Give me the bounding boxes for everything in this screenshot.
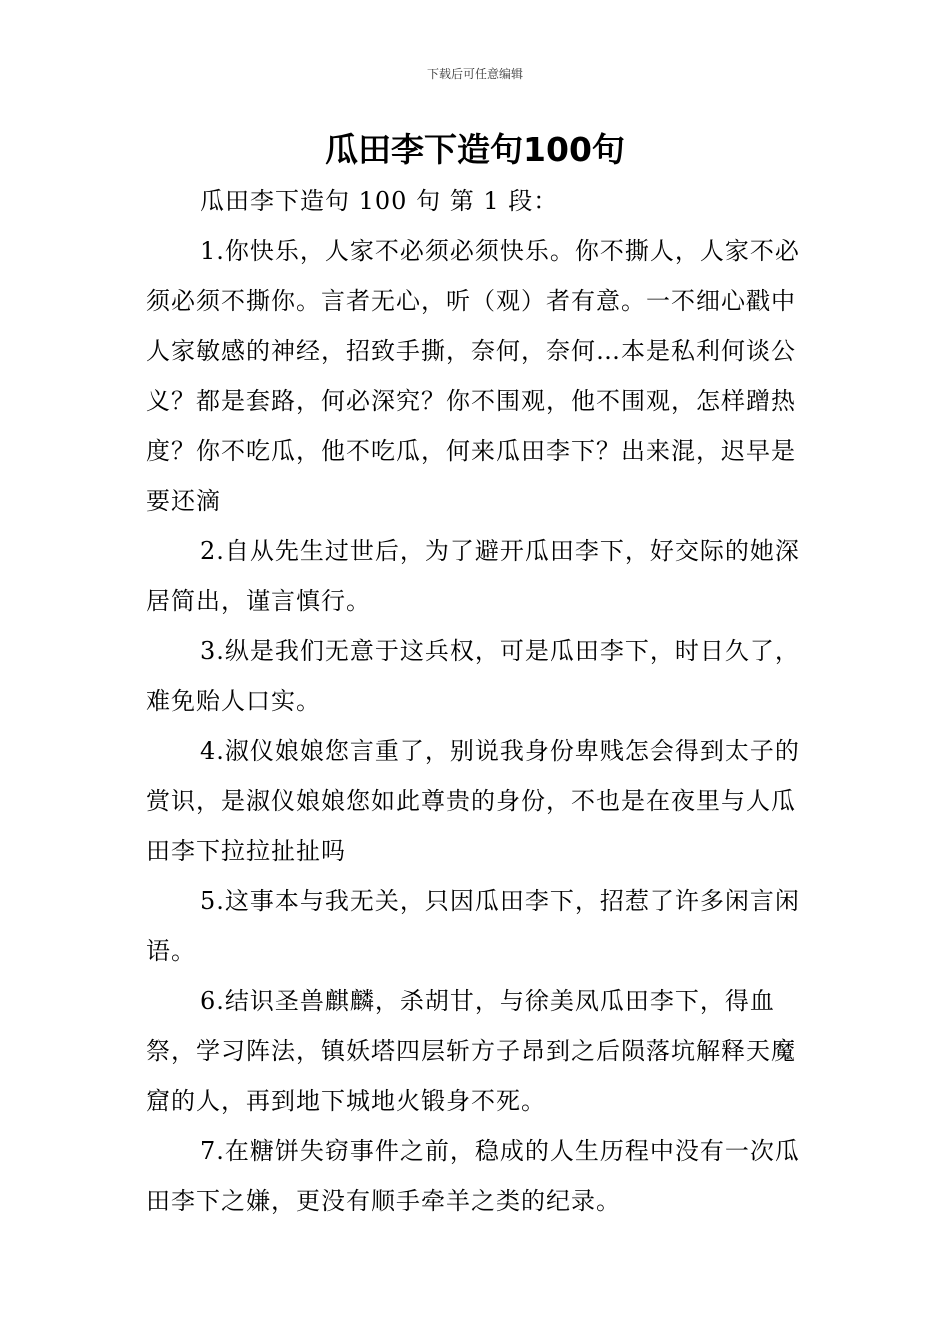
sentence-paragraph: 6.结识圣兽麒麟，杀胡甘，与徐美凤瓜田李下，得血祭，学习阵法，镇妖塔四层斩方子昂到之后陨落坑解释天魔窟的人，再到地下城地火锻身不死。 [146,987,796,1115]
document-body [146,176,810,1226]
sentence-paragraph: 2.自从先生过世后，为了避开瓜田李下，好交际的她深居简出，谨言慎行。 [146,537,800,615]
sentence-paragraph: 7.在糖饼失窃事件之前，稳成的人生历程中没有一次瓜田李下之嫌，更没有顺手牵羊之类的纪录。 [146,1137,800,1215]
sentence-paragraph: 3.纵是我们无意于这兵权，可是瓜田李下，时日久了，难免贻人口实。 [146,637,800,715]
sentence-paragraph: 1.你快乐，人家不必须必须快乐。你不撕人，人家不必须必须不撕你。言者无心，听（观）者有意。一不细心戳中人家敏感的神经，招致手撕，奈何，奈何…本是私利何谈公义？都是套路，何必深究？你不围观，他不围观，怎样蹭热度？你不吃瓜，他不吃瓜，何来瓜田李下？出来混，迟早是要还滴 [146,237,800,515]
document-title: 瓜田李下造句100句 [325,130,625,169]
header-note: 下载后可任意编辑 [426,67,523,81]
sentence-paragraph: 4.淑仪娘娘您言重了，别说我身份卑贱怎会得到太子的赏识，是淑仪娘娘您如此尊贵的身份，不也是在夜里与人瓜田李下拉拉扯扯吗 [146,737,800,865]
section-heading: 瓜田李下造句 100 句 第 1 段： [200,187,559,215]
sentence-paragraph: 5.这事本与我无关，只因瓜田李下，招惹了许多闲言闲语。 [146,887,800,965]
